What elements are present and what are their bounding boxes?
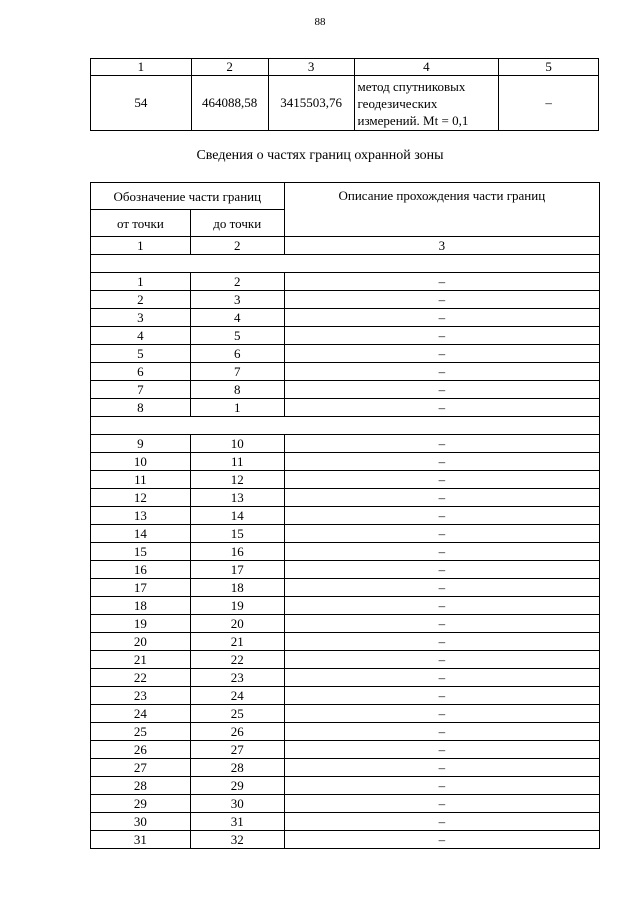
- to-point: 4: [190, 309, 284, 327]
- segment-description: –: [284, 561, 599, 579]
- table-row: [91, 687, 600, 705]
- from-point: 16: [91, 561, 191, 579]
- from-point: 4: [91, 327, 191, 345]
- segment-description: –: [284, 831, 599, 849]
- header-row: [91, 183, 600, 210]
- to-point: 30: [190, 795, 284, 813]
- method-line: измерений. Mt = 0,1: [357, 112, 469, 128]
- method-line: геодезических: [357, 95, 438, 111]
- to-point: 2: [190, 273, 284, 291]
- point-number: 54: [91, 76, 192, 131]
- group-separator-row: [91, 417, 600, 435]
- from-point: 6: [91, 363, 191, 381]
- from-point: 14: [91, 525, 191, 543]
- column-number: 1: [91, 59, 192, 76]
- from-point: 13: [91, 507, 191, 525]
- group-separator: [91, 255, 600, 273]
- segment-description: –: [284, 381, 599, 399]
- from-point: 26: [91, 741, 191, 759]
- description-header: Описание прохождения части границ: [284, 183, 599, 237]
- table-row: [91, 525, 600, 543]
- to-point: 1: [190, 399, 284, 417]
- table-row: [91, 759, 600, 777]
- coordinates-table: [90, 58, 599, 131]
- segment-description: –: [284, 759, 599, 777]
- from-point: 9: [91, 435, 191, 453]
- segment-description: –: [284, 543, 599, 561]
- table-row: [91, 363, 600, 381]
- table-row: [91, 453, 600, 471]
- from-point: 28: [91, 777, 191, 795]
- to-point: 29: [190, 777, 284, 795]
- segment-description: –: [284, 597, 599, 615]
- column-number: 5: [499, 59, 599, 76]
- segment-description: –: [284, 687, 599, 705]
- column-number: 3: [268, 59, 354, 76]
- segment-description: –: [284, 363, 599, 381]
- from-point: 12: [91, 489, 191, 507]
- to-point: 16: [190, 543, 284, 561]
- from-point: 18: [91, 597, 191, 615]
- from-point: 1: [91, 273, 191, 291]
- to-point: 25: [190, 705, 284, 723]
- table-row: [91, 633, 600, 651]
- segment-description: –: [284, 777, 599, 795]
- table-row: [91, 543, 600, 561]
- segment-description: –: [284, 525, 599, 543]
- from-point: 10: [91, 453, 191, 471]
- segment-description: –: [284, 705, 599, 723]
- table-row: [91, 777, 600, 795]
- from-point: 15: [91, 543, 191, 561]
- to-point: 23: [190, 669, 284, 687]
- from-point: 23: [91, 687, 191, 705]
- from-point: 30: [91, 813, 191, 831]
- y-coordinate: 3415503,76: [268, 76, 354, 131]
- section-title: Сведения о частях границ охранной зоны: [196, 148, 444, 163]
- to-point: 20: [190, 615, 284, 633]
- to-point: 3: [190, 291, 284, 309]
- to-point: 5: [190, 327, 284, 345]
- to-point: 10: [190, 435, 284, 453]
- to-point: 13: [190, 489, 284, 507]
- to-point: 26: [190, 723, 284, 741]
- column-number: 1: [91, 237, 191, 255]
- table-row: [91, 561, 600, 579]
- table-row: [91, 435, 600, 453]
- table-row: [91, 795, 600, 813]
- designation-header: Обозначение части границ: [91, 183, 285, 210]
- table-row: [91, 813, 600, 831]
- segment-description: –: [284, 651, 599, 669]
- to-point: 7: [190, 363, 284, 381]
- from-point: 21: [91, 651, 191, 669]
- table-row: [91, 291, 600, 309]
- to-point: 27: [190, 741, 284, 759]
- segment-description: –: [284, 435, 599, 453]
- segment-description: –: [284, 327, 599, 345]
- to-point: 31: [190, 813, 284, 831]
- to-point: 24: [190, 687, 284, 705]
- table-row: [91, 76, 599, 131]
- column-number: 3: [284, 237, 599, 255]
- to-point: 28: [190, 759, 284, 777]
- segment-description: –: [284, 345, 599, 363]
- table-row: [91, 381, 600, 399]
- table-row: [91, 489, 600, 507]
- page-number: 88: [314, 16, 326, 28]
- segment-description: –: [284, 309, 599, 327]
- table-row: [91, 579, 600, 597]
- table-row: [91, 399, 600, 417]
- table-row: [91, 615, 600, 633]
- from-point: 17: [91, 579, 191, 597]
- from-point-header: от точки: [91, 210, 191, 237]
- table-row: [91, 471, 600, 489]
- segment-description: –: [284, 633, 599, 651]
- to-point: 15: [190, 525, 284, 543]
- table-row: [91, 741, 600, 759]
- segment-description: –: [284, 795, 599, 813]
- segment-description: –: [284, 669, 599, 687]
- table-row: [91, 723, 600, 741]
- to-point: 21: [190, 633, 284, 651]
- segment-description: –: [284, 723, 599, 741]
- boundary-parts-table: [90, 182, 600, 849]
- table-row: [91, 345, 600, 363]
- from-point: 22: [91, 669, 191, 687]
- to-point: 18: [190, 579, 284, 597]
- segment-description: –: [284, 471, 599, 489]
- group-separator: [91, 417, 600, 435]
- segment-description: –: [284, 813, 599, 831]
- segment-description: –: [284, 273, 599, 291]
- to-point: 17: [190, 561, 284, 579]
- table-row: [91, 597, 600, 615]
- from-point: 2: [91, 291, 191, 309]
- from-point: 29: [91, 795, 191, 813]
- to-point: 11: [190, 453, 284, 471]
- from-point: 25: [91, 723, 191, 741]
- table-row: [91, 831, 600, 849]
- segment-description: –: [284, 453, 599, 471]
- column-number: 2: [190, 237, 284, 255]
- method-line: метод спутниковых: [357, 78, 466, 94]
- table-row: [91, 669, 600, 687]
- table-row: [91, 651, 600, 669]
- column-number: 4: [354, 59, 499, 76]
- method-description: [354, 76, 499, 131]
- x-coordinate: 464088,58: [191, 76, 268, 131]
- from-point: 7: [91, 381, 191, 399]
- to-point: 32: [190, 831, 284, 849]
- segment-description: –: [284, 489, 599, 507]
- column-number-row: [91, 59, 599, 76]
- from-point: 11: [91, 471, 191, 489]
- to-point: 6: [190, 345, 284, 363]
- to-point: 8: [190, 381, 284, 399]
- segment-description: –: [284, 579, 599, 597]
- from-point: 8: [91, 399, 191, 417]
- segment-description: –: [284, 399, 599, 417]
- segment-description: –: [284, 291, 599, 309]
- from-point: 27: [91, 759, 191, 777]
- table-row: [91, 327, 600, 345]
- column-number: 2: [191, 59, 268, 76]
- from-point: 31: [91, 831, 191, 849]
- to-point: 19: [190, 597, 284, 615]
- column-number-row: [91, 237, 600, 255]
- from-point: 24: [91, 705, 191, 723]
- segment-description: –: [284, 741, 599, 759]
- to-point-header: до точки: [190, 210, 284, 237]
- to-point: 22: [190, 651, 284, 669]
- from-point: 3: [91, 309, 191, 327]
- segment-description: –: [284, 615, 599, 633]
- table-row: [91, 273, 600, 291]
- from-point: 5: [91, 345, 191, 363]
- from-point: 19: [91, 615, 191, 633]
- table-row: [91, 309, 600, 327]
- group-separator-row: [91, 255, 600, 273]
- point-description: –: [499, 76, 599, 131]
- table-row: [91, 507, 600, 525]
- table-row: [91, 705, 600, 723]
- from-point: 20: [91, 633, 191, 651]
- to-point: 12: [190, 471, 284, 489]
- segment-description: –: [284, 507, 599, 525]
- to-point: 14: [190, 507, 284, 525]
